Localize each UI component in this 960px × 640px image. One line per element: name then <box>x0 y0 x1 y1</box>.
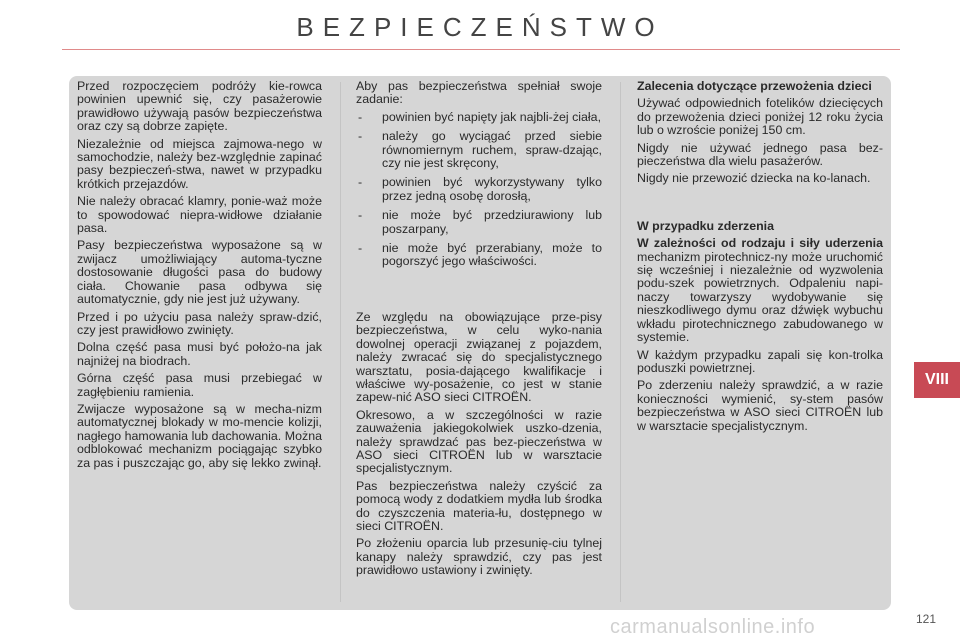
paragraph: Górna część pasa musi przebiegać w zagłębieniu ramienia. <box>77 371 322 399</box>
list-item: - powinien być napięty jak najbli-żej ciała, <box>356 111 602 124</box>
paragraph: Zwijacze wyposażone są w mecha-nizm automatycznej blokady w mo-mencie kolizji, nagłego hamowania lub dachowania. Można odblokować mechanizm pociągając szybko za pas i puszczając go, aby się lekko zwinął. <box>77 401 322 470</box>
bold-lead: W zależności od rodzaju i siły uderzenia <box>637 236 883 251</box>
column-1 <box>77 80 322 474</box>
paragraph: Niezależnie od miejsca zajmowa-nego w samochodzie, należy bez-względnie zapinać pasy bezpieczeń-stwa, nawet w przypadku krótkich przejazdów. <box>77 136 322 191</box>
paragraph: W każdym przypadku zapali się kon-trolka poduszki powietrznej. <box>637 347 883 375</box>
list-item: - nie może być przedziurawiony lub poszarpany, <box>356 209 602 236</box>
paragraph <box>637 237 883 344</box>
list-item: - nie może być przerabiany, może to pogorszyć jego właściwości. <box>356 242 602 269</box>
list-item: - należy go wyciągać przed siebie równomiernym ruchem, spraw-dzając, czy nie jest skręcony, <box>356 130 602 170</box>
spacer <box>356 275 602 311</box>
paragraph: Przed rozpoczęciem podróży kie-rowca powinien upewnić się, czy pasażerowie prawidłowo używają pasów bezpieczeństwa oraz czy są dobrze zapięte. <box>77 79 322 134</box>
paragraph: Dolna część pasa musi być położo-na jak najniżej na biodrach. <box>77 340 322 368</box>
list-item: - powinien być wykorzystywany tylko przez jedną osobę dorosłą, <box>356 176 602 203</box>
page-title: BEZPIECZEŃSTWO <box>296 12 664 42</box>
paragraph: Nigdy nie używać jednego pasa bez-pieczeństwa dla wielu pasażerów. <box>637 140 883 169</box>
paragraph: Okresowo, a w szczególności w razie zauważenia jakiegokolwiek uszko-dzenia, należy sprawdzać pas bez-pieczeństwa w ASO sieci CITROËN lub w warsztacie specjalistycznym. <box>356 407 602 476</box>
paragraph: Pasy bezpieczeństwa wyposażone są w zwijacz umożliwiający automa-tyczne dostosowanie długości pasa do budowy ciała. Chowanie pasa odbywa się automatycznie, gdy nie jest już używany. <box>77 238 322 307</box>
paragraph: Nigdy nie przewozić dziecka na ko-lanach. <box>637 171 871 186</box>
lead-text: mechanizm pirotechnicz-ny może uruchomić się wcześniej i niezależnie od wyzwolenia podu-szek powietrznych. Odpaleniu napi-naczy towarzyszy wydobywanie się nieszkodliwego dymu oraz dźwięk wybuchu wkładu pirotechnicznego zabudowanego w systemie. <box>637 249 883 345</box>
section-heading: W przypadku zderzenia <box>637 218 775 233</box>
title-divider <box>62 49 900 50</box>
column-divider <box>620 82 621 602</box>
chapter-tab: VIII <box>914 362 960 398</box>
paragraph: Nie należy obracać klamry, ponie-waż może to spowodować niepra-widłowe działanie pasa. <box>77 194 322 236</box>
watermark: carmanualsonline.info <box>610 616 816 638</box>
spacer <box>637 190 883 220</box>
column-2 <box>356 80 602 582</box>
paragraph: Po zderzeniu należy sprawdzić, a w razie konieczności wymienić, sy-stem pasów bezpieczeństwa w ASO sieci CITROËN lub w warsztacie specjalistycznym. <box>637 378 883 433</box>
paragraph: Ze względu na obowiązujące prze-pisy bezpieczeństwa, w celu wyko-nania dowolnej operacji związanej z pojazdem, należy zwracać się do specjalistycznego warsztatu, posia-dającego kwalifikacje i właściwe wy-posażenie, co jest w stanie zapew-nić ASO sieci CITROËN. <box>356 309 602 405</box>
column-divider <box>340 82 341 602</box>
requirements-list <box>356 111 602 269</box>
paragraph: Po złożeniu oparcia lub przesunię-ciu tylnej kanapy należy sprawdzić, czy pas jest prawidłowo ustawiony i zwinięty. <box>356 536 602 578</box>
paragraph: Przed i po użyciu pasa należy spraw-dzić, czy jest prawidłowo zwinięty. <box>77 309 322 337</box>
paragraph: Używać odpowiednich fotelików dziecięcych do przewożenia dzieci poniżej 12 roku życia lub o wzroście poniżej 150 cm. <box>637 96 883 138</box>
column-3 <box>637 80 883 437</box>
paragraph: Pas bezpieczeństwa należy czyścić za pomocą wody z dodatkiem mydła lub środka do czyszczenia materia-łu, dostępnego w sieci CITROËN. <box>356 478 602 533</box>
list-intro: Aby pas bezpieczeństwa spełniał swoje zadanie: <box>356 79 602 107</box>
section-heading: Zalecenia dotyczące przewożenia dzieci <box>637 79 872 93</box>
page-number: 121 <box>916 612 937 626</box>
